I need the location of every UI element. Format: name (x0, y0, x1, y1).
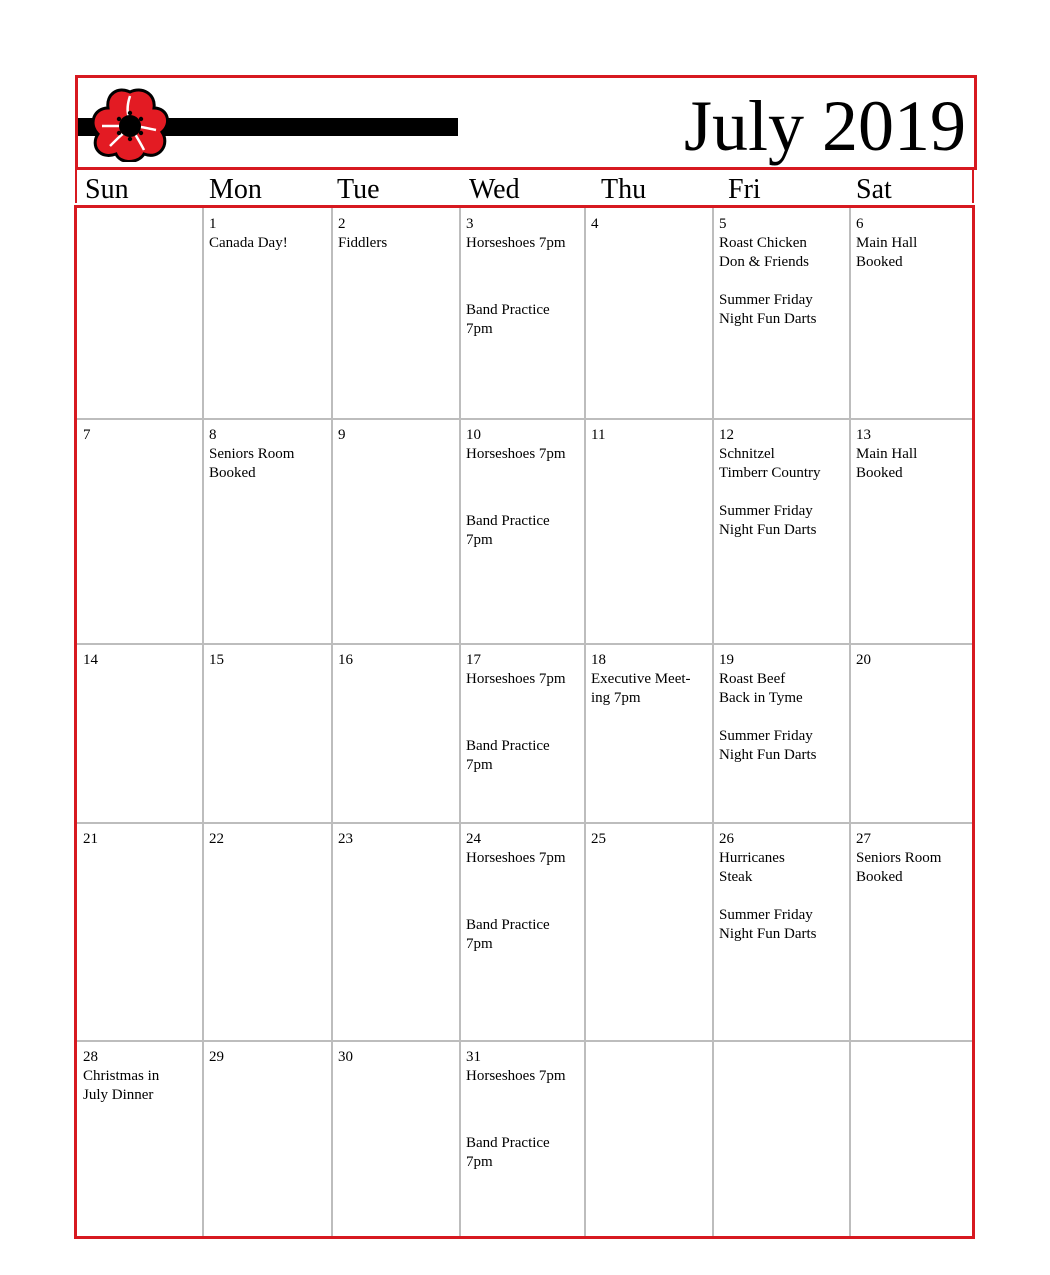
day-cell-mon (203, 419, 332, 644)
day-cell-mon (203, 823, 332, 1041)
day-cell-tue (332, 644, 460, 823)
day-cell-sat (850, 823, 972, 1041)
event-text: Horseshoes 7pm (466, 446, 566, 462)
day-number: 26 (719, 831, 734, 847)
day-cell-tue (332, 419, 460, 644)
calendar-grid (74, 205, 975, 1239)
day-number: 8 (209, 427, 217, 443)
day-number: 13 (856, 427, 871, 443)
day-cell-tue (332, 823, 460, 1041)
poppy-icon (90, 86, 170, 162)
event-text: Summer Friday Night Fun Darts (719, 907, 817, 942)
day-number: 14 (83, 652, 98, 668)
event-text: Band Practice 7pm (466, 1135, 550, 1170)
day-number: 5 (719, 216, 727, 232)
day-cell-thu (585, 208, 713, 419)
day-number: 27 (856, 831, 871, 847)
event-text: Horseshoes 7pm (466, 850, 566, 866)
day-number: 28 (83, 1049, 98, 1065)
day-number: 31 (466, 1049, 481, 1065)
day-number: 19 (719, 652, 734, 668)
event-text: Summer Friday Night Fun Darts (719, 292, 817, 327)
day-cell-sun (77, 419, 203, 644)
event-text: Horseshoes 7pm (466, 1068, 566, 1084)
weekday-header-row (75, 169, 974, 203)
day-number: 20 (856, 652, 871, 668)
event-text: Christmas in July Dinner (83, 1068, 160, 1103)
day-number: 2 (338, 216, 346, 232)
weekday-sat: Sat (856, 174, 892, 205)
day-number: 30 (338, 1049, 353, 1065)
day-cell-sun (77, 208, 203, 419)
event-text: Band Practice 7pm (466, 738, 550, 773)
event-text: Executive Meet- ing 7pm (591, 671, 691, 706)
day-cell-wed (460, 823, 585, 1041)
event-text: Summer Friday Night Fun Darts (719, 503, 817, 538)
day-number: 21 (83, 831, 98, 847)
event-text: Fiddlers (338, 235, 388, 251)
day-cell-sat (850, 1041, 972, 1236)
month-title: July 2019 (683, 86, 966, 166)
calendar-header (75, 75, 977, 170)
day-cell-wed (460, 419, 585, 644)
day-number: 15 (209, 652, 224, 668)
event-text: Summer Friday Night Fun Darts (719, 728, 817, 763)
day-cell-mon (203, 1041, 332, 1236)
event-text: Band Practice 7pm (466, 302, 550, 337)
event-text: Main Hall Booked (856, 446, 918, 481)
event-text: Hurricanes Steak (719, 850, 785, 885)
weekday-fri: Fri (728, 174, 761, 205)
day-cell-thu (585, 1041, 713, 1236)
day-cell-sat (850, 419, 972, 644)
day-number: 25 (591, 831, 606, 847)
day-cell-mon (203, 208, 332, 419)
day-cell-sun (77, 1041, 203, 1236)
day-cell-fri (713, 823, 850, 1041)
day-number: 4 (591, 216, 599, 232)
day-number: 17 (466, 652, 481, 668)
day-number: 9 (338, 427, 346, 443)
day-number: 22 (209, 831, 224, 847)
day-number: 18 (591, 652, 606, 668)
day-number: 10 (466, 427, 481, 443)
day-number: 12 (719, 427, 734, 443)
day-number: 24 (466, 831, 481, 847)
day-number: 3 (466, 216, 474, 232)
event-text: Roast Chicken Don & Friends (719, 235, 809, 270)
day-cell-thu (585, 823, 713, 1041)
event-text: Main Hall Booked (856, 235, 918, 270)
day-cell-wed (460, 644, 585, 823)
day-number: 23 (338, 831, 353, 847)
event-text: Seniors Room Booked (856, 850, 942, 885)
event-text: Seniors Room Booked (209, 446, 295, 481)
event-text: Schnitzel Timberr Country (719, 446, 821, 481)
day-cell-thu (585, 419, 713, 644)
day-cell-mon (203, 644, 332, 823)
day-cell-thu (585, 644, 713, 823)
day-cell-tue (332, 1041, 460, 1236)
weekday-thu: Thu (601, 174, 647, 205)
day-cell-sun (77, 823, 203, 1041)
day-cell-wed (460, 208, 585, 419)
weekday-sun: Sun (85, 174, 129, 205)
day-cell-sun (77, 644, 203, 823)
weekday-wed: Wed (469, 174, 520, 205)
event-text: Horseshoes 7pm (466, 671, 566, 687)
event-text: Horseshoes 7pm (466, 235, 566, 251)
day-cell-sat (850, 644, 972, 823)
day-cell-fri (713, 208, 850, 419)
day-number: 7 (83, 427, 91, 443)
day-cell-fri (713, 1041, 850, 1236)
day-number: 16 (338, 652, 353, 668)
event-text: Roast Beef Back in Tyme (719, 671, 803, 706)
day-cell-fri (713, 419, 850, 644)
day-cell-tue (332, 208, 460, 419)
event-text: Band Practice 7pm (466, 917, 550, 952)
day-cell-wed (460, 1041, 585, 1236)
weekday-mon: Mon (209, 174, 262, 205)
event-text: Band Practice 7pm (466, 513, 550, 548)
weekday-tue: Tue (337, 174, 380, 205)
event-text: Canada Day! (209, 235, 288, 251)
day-number: 1 (209, 216, 217, 232)
day-cell-fri (713, 644, 850, 823)
day-number: 29 (209, 1049, 224, 1065)
day-cell-sat (850, 208, 972, 419)
day-number: 6 (856, 216, 864, 232)
day-number: 11 (591, 427, 606, 443)
